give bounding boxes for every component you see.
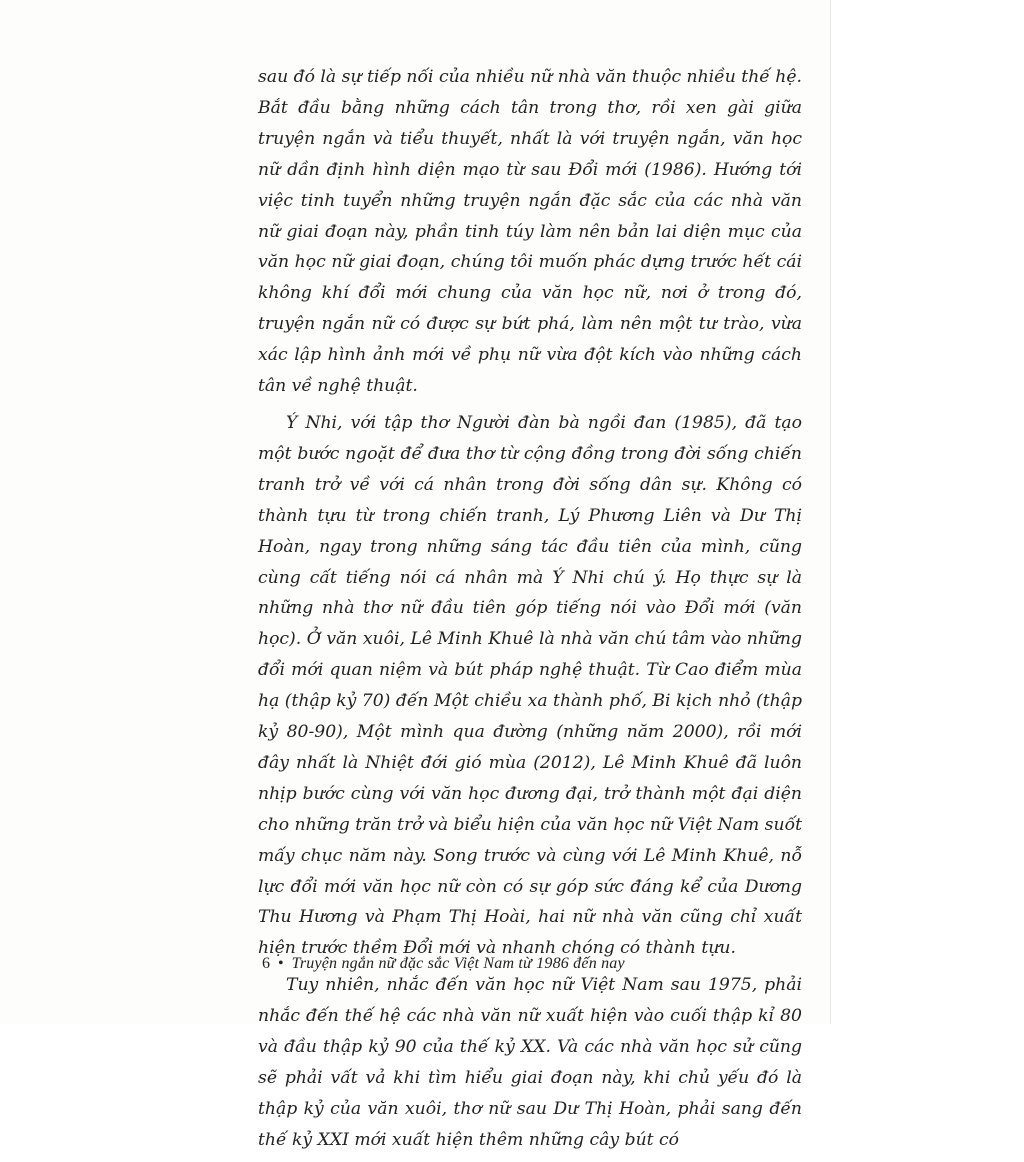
paragraph-1: sau đó là sự tiếp nối của nhiều nữ nhà văn thuộc nhiều thế hệ. Bắt đầu bằng những cách tân trong thơ, rồi xen gài giữa truyện ngắn và tiểu thuyết, nhất là với truyện ngắn, văn học nữ dần định hình diện mạo từ sau Đổi mới (1986). Hướng tới việc tinh tuyển những truyện ngắn đặc sắc của các nhà văn nữ giai đoạn này, phần tinh túy làm nên bản lai diện mục của văn học nữ giai đoạn, chúng tôi muốn phác dựng trước hết cái không khí đổi mới chung của văn học nữ, nơi ở trong đó, truyện ngắn nữ có được sự bứt phá, làm nên một tư trào, vừa xác lập hình ảnh mới về phụ nữ vừa đột kích vào những cách tân về nghệ thuật. [258, 67, 802, 397]
running-book-title: Truyện ngắn nữ đặc sắc Việt Nam từ 1986 đến nay [291, 955, 625, 972]
body-text [258, 62, 802, 1162]
page-footer [262, 955, 625, 973]
paragraph-2: Ý Nhi, với tập thơ Người đàn bà ngồi đan (1985), đã tạo một bước ngoặt để đưa thơ từ cộng đồng trong đời sống chiến tranh trở về với cá nhân trong đời sống dân sự. Không có thành tựu từ trong chiến tranh, Lý Phương Liên và Dư Thị Hoàn, ngay trong những sáng tác đầu tiên của mình, cũng cùng cất tiếng nói cá nhân mà Ý Nhi chú ý. Họ thực sự là những nhà thơ nữ đầu tiên góp tiếng nói vào Đổi mới (văn học). Ở văn xuôi, Lê Minh Khuê là nhà văn chú tâm vào những đổi mới quan niệm và bút pháp nghệ thuật. Từ Cao điểm mùa hạ (thập kỷ 70) đến Một chiều xa thành phố, Bi kịch nhỏ (thập kỷ 80-90), Một mình qua đường (những năm 2000), rồi mới đây nhất là Nhiệt đới gió mùa (2012), Lê Minh Khuê đã luôn nhịp bước cùng với văn học đương đại, trở thành một đại diện cho những trăn trở và biểu hiện của văn học nữ Việt Nam suốt mấy chục năm này. Song trước và cùng với Lê Minh Khuê, nỗ lực đổi mới văn học nữ còn có sự góp sức đáng kể của Dương Thu Hương và Phạm Thị Hoài, hai nữ nhà văn cũng chỉ xuất hiện trước thềm Đổi mới và nhanh chóng có thành tựu. [258, 412, 802, 959]
bullet-separator: • [278, 955, 284, 972]
paragraph-3: Tuy nhiên, nhắc đến văn học nữ Việt Nam sau 1975, phải nhắc đến thế hệ các nhà văn nữ xuất hiện vào cuối thập kỉ 80 và đầu thập kỷ 90 của thế kỷ XX. Và các nhà văn học sử cũng sẽ phải vất vả khi tìm hiểu giai đoạn này, khi chủ yếu đó là thập kỷ của văn xuôi, thơ nữ sau Dư Thị Hoàn, phải sang đến thế kỷ XXI mới xuất hiện thêm những cây bút có [258, 975, 802, 1150]
page-margin-background [830, 0, 1024, 1024]
page-number: 6 [262, 955, 270, 972]
